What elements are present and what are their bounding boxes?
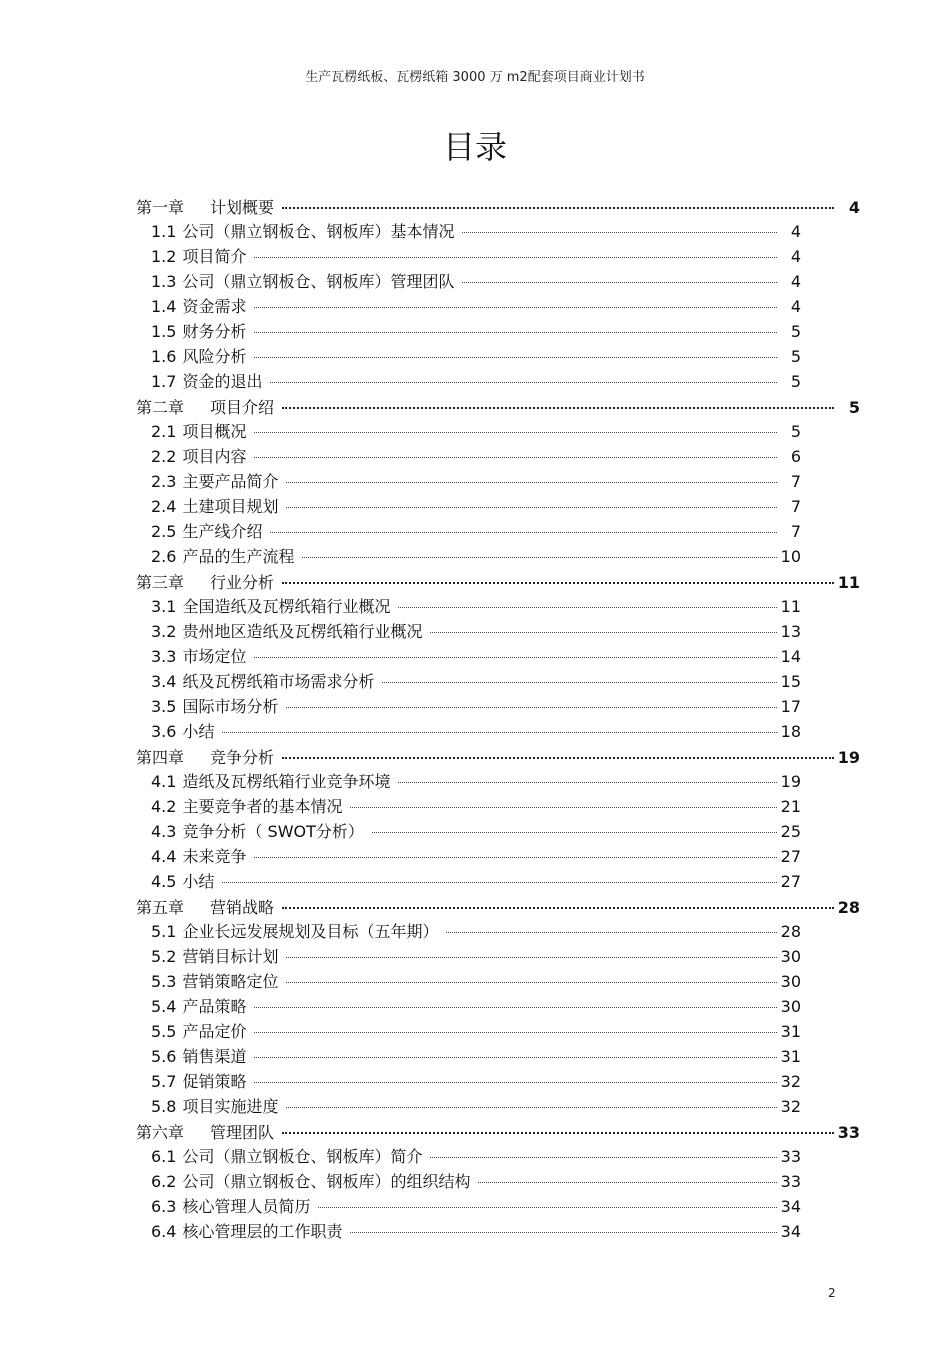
dot-leader bbox=[254, 1064, 776, 1083]
dot-leader bbox=[282, 389, 834, 409]
dot-leader bbox=[270, 364, 777, 383]
dot-leader bbox=[462, 214, 777, 233]
dot-leader bbox=[270, 514, 777, 533]
toc-entry-page: 5 bbox=[848, 398, 860, 417]
toc-entry-page: 30 bbox=[780, 947, 801, 966]
toc-entry-label: 项目简介 bbox=[182, 247, 247, 266]
toc-entry-page: 14 bbox=[780, 647, 801, 666]
toc-entry-label: 企业长远发展规划及目标（五年期） bbox=[182, 922, 439, 941]
toc-entry-label: 项目实施进度 bbox=[182, 1097, 279, 1116]
toc-entry-number: 5.1 bbox=[151, 922, 177, 941]
toc-entry-page: 17 bbox=[780, 697, 801, 716]
toc-entry-label: 主要产品简介 bbox=[182, 472, 279, 491]
dot-leader bbox=[350, 789, 776, 808]
toc-entry-label: 贵州地区造纸及瓦楞纸箱行业概况 bbox=[182, 622, 423, 641]
toc-entry-label: 销售渠道 bbox=[182, 1047, 247, 1066]
toc-entry-label: 核心管理人员简历 bbox=[182, 1197, 311, 1216]
toc-entry-page: 32 bbox=[780, 1072, 801, 1091]
toc-entry-page: 13 bbox=[780, 622, 801, 641]
dot-leader bbox=[286, 1089, 776, 1108]
toc-entry-number: 5.4 bbox=[151, 997, 177, 1016]
toc-entry-number: 2.3 bbox=[151, 472, 177, 491]
dot-leader bbox=[286, 489, 777, 508]
toc-entry-page: 7 bbox=[790, 472, 801, 491]
dot-leader bbox=[398, 589, 776, 608]
toc-entry-number: 第五章 bbox=[136, 898, 185, 917]
toc-entry-label: 公司（鼎立钢板仓、钢板库）管理团队 bbox=[182, 272, 455, 291]
toc-entry-number: 6.3 bbox=[151, 1197, 177, 1216]
dot-leader bbox=[430, 614, 776, 633]
dot-leader bbox=[282, 739, 834, 759]
dot-leader bbox=[254, 639, 776, 658]
toc-entry-page: 27 bbox=[780, 872, 801, 891]
toc-entry-number: 1.7 bbox=[151, 372, 177, 391]
toc-entry-label: 核心管理层的工作职责 bbox=[182, 1222, 343, 1241]
toc-entry-number: 5.5 bbox=[151, 1022, 177, 1041]
dot-leader bbox=[372, 814, 777, 833]
dot-leader bbox=[286, 939, 776, 958]
dot-leader bbox=[350, 1214, 776, 1233]
toc-section-entry[interactable] bbox=[0, 1218, 801, 1243]
toc-entry-label: 公司（鼎立钢板仓、钢板库）简介 bbox=[182, 1147, 423, 1166]
toc-entry-page: 27 bbox=[780, 847, 801, 866]
toc-entry-page: 30 bbox=[780, 997, 801, 1016]
toc-entry-page: 21 bbox=[780, 797, 801, 816]
dot-leader bbox=[382, 664, 776, 683]
dot-leader bbox=[282, 889, 834, 909]
toc-entry-page: 10 bbox=[780, 547, 801, 566]
toc-entry-page: 5 bbox=[790, 322, 801, 341]
toc-entry-number: 4.1 bbox=[151, 772, 177, 791]
toc-entry-label: 项目概况 bbox=[182, 422, 247, 441]
toc-entry-label: 小结 bbox=[182, 722, 215, 741]
toc-entry-number: 2.2 bbox=[151, 447, 177, 466]
toc-entry-label: 国际市场分析 bbox=[182, 697, 279, 716]
toc-entry-label: 主要竞争者的基本情况 bbox=[182, 797, 343, 816]
toc-entry-label: 小结 bbox=[182, 872, 215, 891]
toc-entry-page: 33 bbox=[780, 1147, 801, 1166]
toc-entry-page: 4 bbox=[848, 198, 860, 217]
toc-entry-label: 财务分析 bbox=[182, 322, 247, 341]
toc-entry-number: 5.6 bbox=[151, 1047, 177, 1066]
dot-leader bbox=[254, 1014, 776, 1033]
toc-entry-page: 30 bbox=[780, 972, 801, 991]
toc-entry-label: 公司（鼎立钢板仓、钢板库）的组织结构 bbox=[182, 1172, 471, 1191]
toc-entry-number: 3.1 bbox=[151, 597, 177, 616]
toc-entry-page: 4 bbox=[790, 247, 801, 266]
toc-entry-number: 6.1 bbox=[151, 1147, 177, 1166]
toc-entry-number: 第三章 bbox=[136, 573, 185, 592]
toc-entry-label: 计划概要 bbox=[210, 198, 275, 217]
toc-entry-label: 市场定位 bbox=[182, 647, 247, 666]
toc-entry-page: 4 bbox=[790, 272, 801, 291]
toc-entry-number: 4.2 bbox=[151, 797, 177, 816]
dot-leader bbox=[318, 1189, 776, 1208]
dot-leader bbox=[254, 414, 777, 433]
toc-entry-label: 生产线介绍 bbox=[182, 522, 263, 541]
toc-entry-number: 3.4 bbox=[151, 672, 177, 691]
dot-leader bbox=[430, 1139, 776, 1158]
toc-entry-number: 5.8 bbox=[151, 1097, 177, 1116]
toc-entry-number: 1.3 bbox=[151, 272, 177, 291]
toc-entry-page: 33 bbox=[780, 1172, 801, 1191]
toc-entry-number: 1.5 bbox=[151, 322, 177, 341]
dot-leader bbox=[286, 464, 777, 483]
toc-entry-label: 营销战略 bbox=[210, 898, 275, 917]
toc-entry-label: 营销策略定位 bbox=[182, 972, 279, 991]
toc-entry-number: 2.4 bbox=[151, 497, 177, 516]
dot-leader bbox=[462, 264, 777, 283]
toc-entry-page: 4 bbox=[790, 297, 801, 316]
toc-entry-page: 31 bbox=[780, 1022, 801, 1041]
toc-entry-label: 资金需求 bbox=[182, 297, 247, 316]
toc-entry-number: 5.2 bbox=[151, 947, 177, 966]
toc-entry-page: 5 bbox=[790, 422, 801, 441]
toc-entry-number: 1.2 bbox=[151, 247, 177, 266]
toc-entry-label: 纸及瓦楞纸箱市场需求分析 bbox=[182, 672, 375, 691]
toc-entry-page: 19 bbox=[837, 748, 860, 767]
toc-entry-label: 造纸及瓦楞纸箱行业竞争环境 bbox=[182, 772, 391, 791]
toc-entry-page: 32 bbox=[780, 1097, 801, 1116]
toc-entry-number: 第二章 bbox=[136, 398, 185, 417]
toc-entry-page: 15 bbox=[780, 672, 801, 691]
dot-leader bbox=[254, 289, 777, 308]
toc-entry-label: 管理团队 bbox=[210, 1123, 275, 1142]
toc-entry-number: 3.3 bbox=[151, 647, 177, 666]
dot-leader bbox=[286, 689, 776, 708]
dot-leader bbox=[254, 339, 777, 358]
toc-entry-page: 6 bbox=[790, 447, 801, 466]
toc-entry-number: 4.3 bbox=[151, 822, 177, 841]
toc-entry-page: 11 bbox=[780, 597, 801, 616]
dot-leader bbox=[222, 714, 776, 733]
toc-entry-page: 4 bbox=[790, 222, 801, 241]
dot-leader bbox=[282, 564, 834, 584]
dot-leader bbox=[254, 439, 777, 458]
toc-entry-page: 19 bbox=[780, 772, 801, 791]
toc-entry-page: 28 bbox=[837, 898, 860, 917]
page-number: 2 bbox=[828, 1286, 836, 1300]
toc-entry-label: 促销策略 bbox=[182, 1072, 247, 1091]
page-title: 目录 bbox=[442, 128, 507, 166]
toc-entry-label: 项目介绍 bbox=[210, 398, 275, 417]
toc-entry-page: 34 bbox=[780, 1222, 801, 1241]
running-header: 生产瓦楞纸板、瓦楞纸箱 3000 万 m2配套项目商业计划书 bbox=[305, 70, 645, 85]
toc-entry-number: 5.3 bbox=[151, 972, 177, 991]
toc-entry-number: 3.2 bbox=[151, 622, 177, 641]
dot-leader bbox=[254, 314, 777, 333]
toc-entry-page: 5 bbox=[790, 372, 801, 391]
toc-entry-label: 竞争分析（ SWOT分析） bbox=[182, 822, 364, 841]
toc-entry-number: 6.4 bbox=[151, 1222, 177, 1241]
toc-entry-number: 第一章 bbox=[136, 198, 185, 217]
toc-entry-number: 第六章 bbox=[136, 1123, 185, 1142]
toc-entry-number: 3.6 bbox=[151, 722, 177, 741]
toc-entry-page: 28 bbox=[780, 922, 801, 941]
toc-entry-number: 5.7 bbox=[151, 1072, 177, 1091]
toc-entry-label: 产品的生产流程 bbox=[182, 547, 295, 566]
toc-entry-label: 行业分析 bbox=[210, 573, 275, 592]
toc-entry-page: 33 bbox=[837, 1123, 860, 1142]
toc-entry-number: 4.4 bbox=[151, 847, 177, 866]
toc-entry-number: 1.6 bbox=[151, 347, 177, 366]
toc-entry-label: 公司（鼎立钢板仓、钢板库）基本情况 bbox=[182, 222, 455, 241]
dot-leader bbox=[478, 1164, 776, 1183]
toc-entry-number: 2.5 bbox=[151, 522, 177, 541]
table-of-contents bbox=[0, 193, 950, 1243]
toc-entry-label: 竞争分析 bbox=[210, 748, 275, 767]
toc-entry-number: 第四章 bbox=[136, 748, 185, 767]
toc-entry-page: 11 bbox=[837, 573, 860, 592]
toc-entry-label: 资金的退出 bbox=[182, 372, 263, 391]
toc-entry-number: 1.4 bbox=[151, 297, 177, 316]
dot-leader bbox=[446, 914, 776, 933]
toc-entry-page: 34 bbox=[780, 1197, 801, 1216]
toc-entry-label: 未来竞争 bbox=[182, 847, 247, 866]
toc-entry-page: 18 bbox=[780, 722, 801, 741]
dot-leader bbox=[398, 764, 776, 783]
toc-entry-page: 5 bbox=[790, 347, 801, 366]
toc-entry-page: 7 bbox=[790, 497, 801, 516]
toc-entry-number: 2.1 bbox=[151, 422, 177, 441]
toc-entry-number: 2.6 bbox=[151, 547, 177, 566]
dot-leader bbox=[222, 864, 776, 883]
dot-leader bbox=[254, 839, 776, 858]
dot-leader bbox=[254, 239, 777, 258]
toc-entry-label: 全国造纸及瓦楞纸箱行业概况 bbox=[182, 597, 391, 616]
toc-entry-label: 产品定价 bbox=[182, 1022, 247, 1041]
toc-entry-page: 7 bbox=[790, 522, 801, 541]
toc-entry-number: 1.1 bbox=[151, 222, 177, 241]
dot-leader bbox=[286, 964, 776, 983]
toc-entry-label: 土建项目规划 bbox=[182, 497, 279, 516]
toc-entry-label: 风险分析 bbox=[182, 347, 247, 366]
toc-entry-number: 6.2 bbox=[151, 1172, 177, 1191]
toc-entry-label: 项目内容 bbox=[182, 447, 247, 466]
toc-entry-number: 4.5 bbox=[151, 872, 177, 891]
dot-leader bbox=[254, 989, 776, 1008]
toc-entry-page: 31 bbox=[780, 1047, 801, 1066]
dot-leader bbox=[254, 1039, 776, 1058]
dot-leader bbox=[282, 189, 834, 209]
dot-leader bbox=[302, 539, 776, 558]
toc-entry-number: 3.5 bbox=[151, 697, 177, 716]
toc-entry-label: 产品策略 bbox=[182, 997, 247, 1016]
toc-entry-page: 25 bbox=[780, 822, 801, 841]
toc-entry-label: 营销目标计划 bbox=[182, 947, 279, 966]
dot-leader bbox=[282, 1114, 834, 1134]
